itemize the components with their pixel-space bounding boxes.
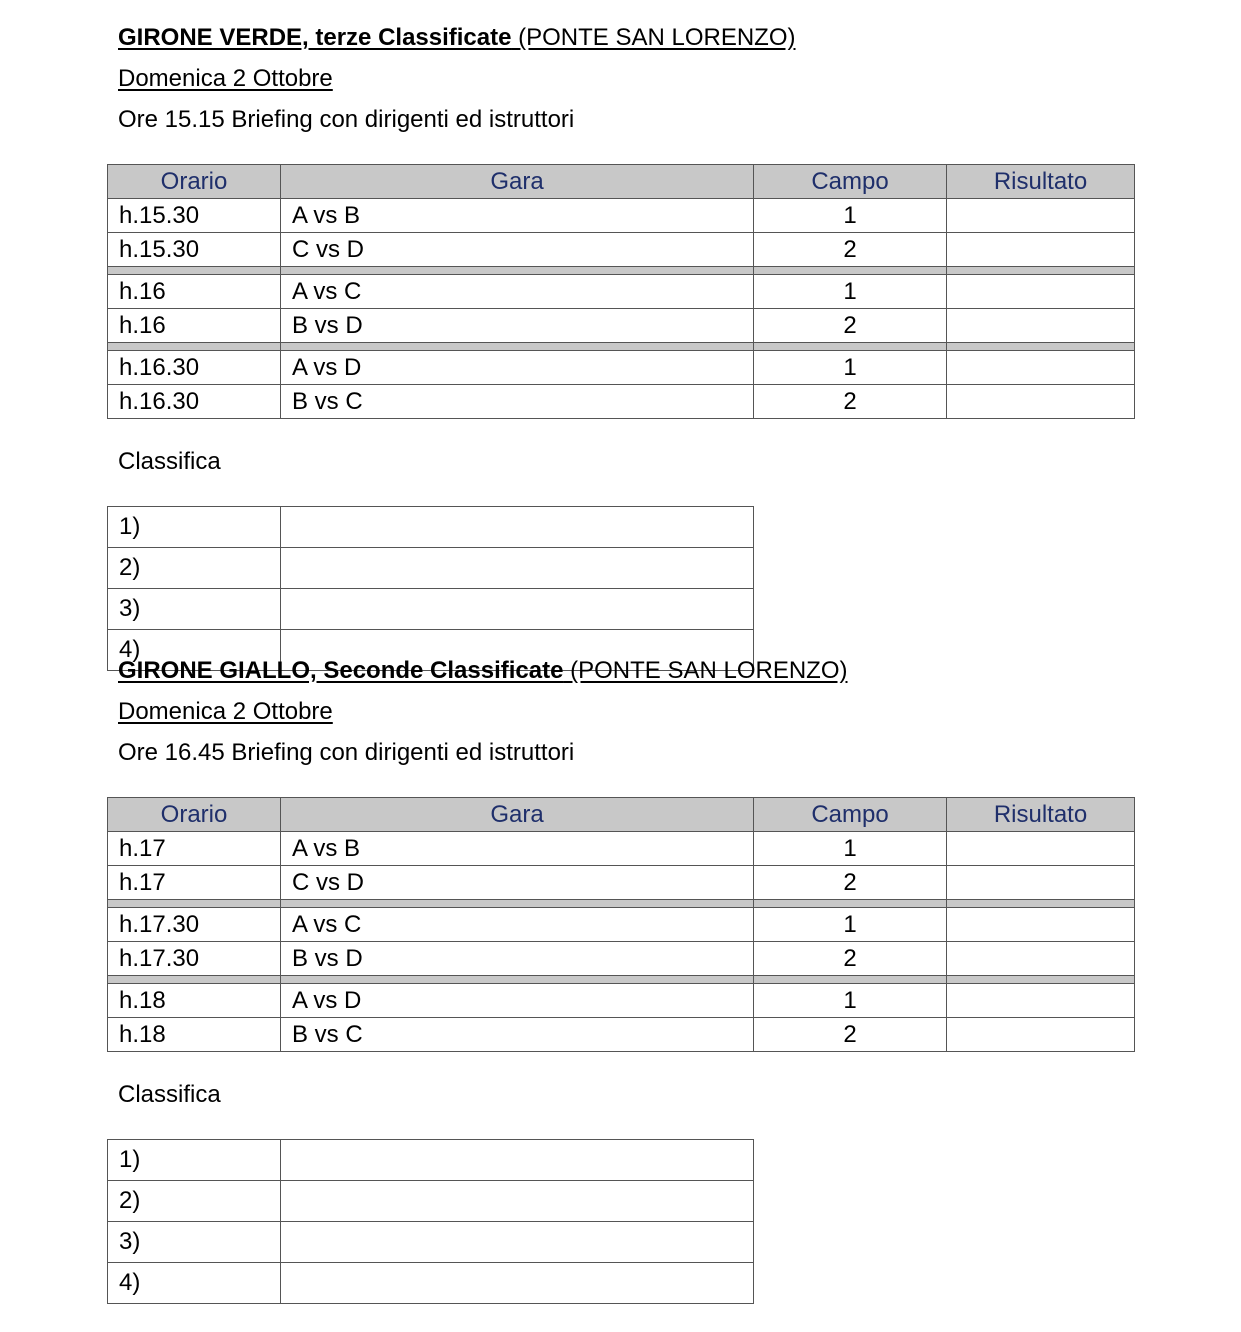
cell-orario: h.17 — [108, 832, 281, 866]
rank-position: 2) — [108, 548, 281, 589]
group-title — [118, 23, 796, 53]
cell-orario: h.15.30 — [108, 199, 281, 233]
cell-gara: C vs D — [281, 866, 754, 900]
header-row — [108, 165, 1135, 199]
rank-row — [108, 1181, 754, 1222]
cell-orario: h.18 — [108, 984, 281, 1018]
cell-gara: B vs D — [281, 942, 754, 976]
rank-team[interactable] — [281, 589, 754, 630]
header-gara: Gara — [281, 165, 754, 199]
separator-row — [108, 976, 1135, 984]
cell-campo: 2 — [754, 233, 947, 267]
group-title-location: (PONTE SAN LORENZO) — [563, 657, 848, 684]
cell-gara: B vs C — [281, 1018, 754, 1052]
rank-position: 4) — [108, 630, 281, 671]
rank-row — [108, 589, 754, 630]
separator-row — [108, 900, 1135, 908]
classifica-label: Classifica — [118, 1081, 221, 1108]
briefing-text: Ore 16.45 Briefing con dirigenti ed istruttori — [118, 739, 575, 766]
cell-orario: h.17.30 — [108, 908, 281, 942]
cell-campo: 1 — [754, 984, 947, 1018]
cell-orario: h.16.30 — [108, 385, 281, 419]
separator-row — [108, 267, 1135, 275]
cell-gara: A vs B — [281, 832, 754, 866]
classifica-label: Classifica — [118, 448, 221, 475]
cell-campo: 2 — [754, 942, 947, 976]
cell-orario: h.15.30 — [108, 233, 281, 267]
cell-risultato[interactable] — [947, 832, 1135, 866]
header-risultato: Risultato — [947, 798, 1135, 832]
table-row — [108, 908, 1135, 942]
cell-campo: 1 — [754, 832, 947, 866]
rank-team[interactable] — [281, 1222, 754, 1263]
group-date: Domenica 2 Ottobre — [118, 65, 333, 92]
group-title-location: (PONTE SAN LORENZO) — [511, 24, 796, 51]
rank-team[interactable] — [281, 507, 754, 548]
rank-row — [108, 1222, 754, 1263]
group-title-bold: GIRONE GIALLO, Seconde Classificate — [118, 657, 564, 684]
header-orario: Orario — [108, 798, 281, 832]
table-row — [108, 832, 1135, 866]
header-campo: Campo — [754, 798, 947, 832]
group-title — [118, 656, 847, 686]
cell-risultato[interactable] — [947, 199, 1135, 233]
cell-campo: 2 — [754, 866, 947, 900]
cell-campo: 1 — [754, 908, 947, 942]
briefing-text: Ore 15.15 Briefing con dirigenti ed istruttori — [118, 106, 575, 133]
cell-risultato[interactable] — [947, 275, 1135, 309]
cell-risultato[interactable] — [947, 866, 1135, 900]
cell-orario: h.16 — [108, 275, 281, 309]
rank-position: 3) — [108, 589, 281, 630]
group-title-bold: GIRONE VERDE, terze Classificate — [118, 24, 512, 51]
table-row — [108, 984, 1135, 1018]
table-row — [108, 309, 1135, 343]
cell-orario: h.16 — [108, 309, 281, 343]
cell-orario: h.17 — [108, 866, 281, 900]
header-campo: Campo — [754, 165, 947, 199]
cell-risultato[interactable] — [947, 309, 1135, 343]
cell-risultato[interactable] — [947, 942, 1135, 976]
cell-orario: h.16.30 — [108, 351, 281, 385]
ranking-table — [107, 506, 754, 671]
cell-gara: A vs C — [281, 908, 754, 942]
cell-risultato[interactable] — [947, 984, 1135, 1018]
rank-position: 2) — [108, 1181, 281, 1222]
table-row — [108, 351, 1135, 385]
group-date: Domenica 2 Ottobre — [118, 698, 333, 725]
rank-position: 3) — [108, 1222, 281, 1263]
table-row — [108, 866, 1135, 900]
cell-risultato[interactable] — [947, 351, 1135, 385]
header-risultato: Risultato — [947, 165, 1135, 199]
cell-risultato[interactable] — [947, 908, 1135, 942]
cell-campo: 1 — [754, 199, 947, 233]
rank-team[interactable] — [281, 1181, 754, 1222]
cell-risultato[interactable] — [947, 385, 1135, 419]
schedule-table — [107, 797, 1135, 1052]
rank-row — [108, 507, 754, 548]
cell-risultato[interactable] — [947, 1018, 1135, 1052]
header-row — [108, 798, 1135, 832]
header-gara: Gara — [281, 798, 754, 832]
rank-team[interactable] — [281, 1140, 754, 1181]
cell-gara: A vs C — [281, 275, 754, 309]
cell-risultato[interactable] — [947, 233, 1135, 267]
cell-gara: C vs D — [281, 233, 754, 267]
rank-team[interactable] — [281, 1263, 754, 1304]
cell-gara: A vs B — [281, 199, 754, 233]
cell-gara: A vs D — [281, 351, 754, 385]
table-row — [108, 233, 1135, 267]
header-orario: Orario — [108, 165, 281, 199]
table-row — [108, 942, 1135, 976]
cell-orario: h.18 — [108, 1018, 281, 1052]
schedule-table — [107, 164, 1135, 419]
cell-gara: B vs C — [281, 385, 754, 419]
cell-gara: A vs D — [281, 984, 754, 1018]
table-row — [108, 385, 1135, 419]
cell-orario: h.17.30 — [108, 942, 281, 976]
cell-campo: 1 — [754, 351, 947, 385]
rank-position: 1) — [108, 507, 281, 548]
cell-campo: 2 — [754, 309, 947, 343]
rank-position: 1) — [108, 1140, 281, 1181]
cell-campo: 2 — [754, 1018, 947, 1052]
rank-row — [108, 1263, 754, 1304]
cell-campo: 2 — [754, 385, 947, 419]
table-row — [108, 275, 1135, 309]
rank-position: 4) — [108, 1263, 281, 1304]
rank-team[interactable] — [281, 548, 754, 589]
table-row — [108, 1018, 1135, 1052]
rank-row — [108, 1140, 754, 1181]
cell-gara: B vs D — [281, 309, 754, 343]
separator-row — [108, 343, 1135, 351]
table-row — [108, 199, 1135, 233]
rank-row — [108, 548, 754, 589]
cell-campo: 1 — [754, 275, 947, 309]
ranking-table — [107, 1139, 754, 1304]
